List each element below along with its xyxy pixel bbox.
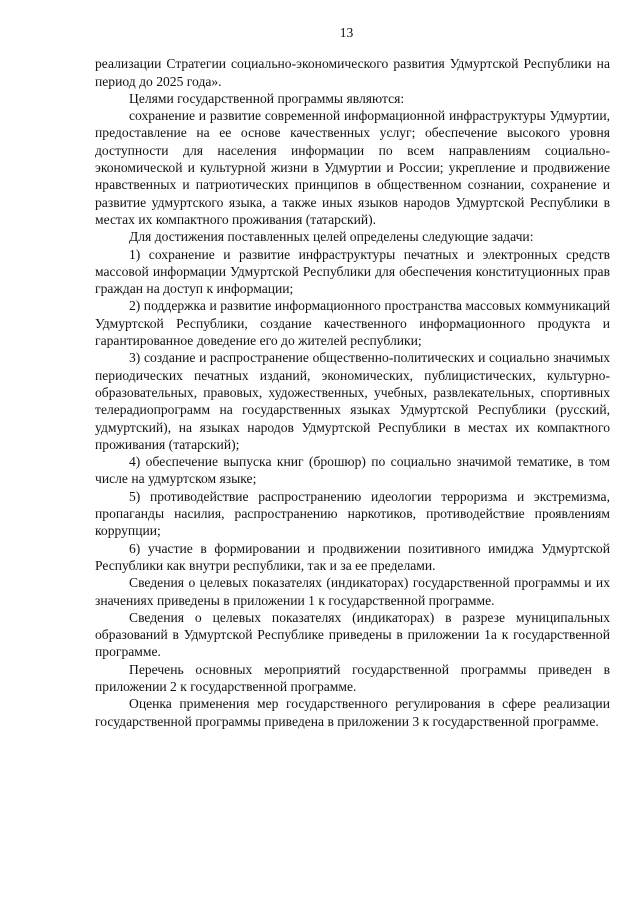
paragraph-goals-heading: Целями государственной программы являются:	[129, 90, 405, 106]
paragraph-task-3: 3) создание и распространение общественно-политических и социально значимых периодических печатных изданий, экономических, публицистических, культурно-образовательных, правовых, художественных, учебных, развлекательных, спортивных телерадиопрограмм на государственных языках Удмуртской Республики (русский, удмуртский), на языках народов Удмуртской Республики в местах их компактного проживания (татарский);	[95, 350, 610, 452]
paragraph-goals: сохранение и развитие современной информационной инфраструктуры Удмуртии, предоставление на ее основе качественных услуг; обеспечение высокого уровня доступности для населения информации по всем направлениям социально-экономической и культурной жизни в Удмуртии и России; укрепление и продвижение нравственных и патриотических принципов в общественном сознании, сохранение и развитие удмуртского языка, а также иных языков народов Удмуртской Республики в местах их компактного проживания (татарский).	[95, 108, 610, 227]
paragraph-activities-appendix-2: Перечень основных мероприятий государственной программы приведен в приложении 2 к государственной программе.	[95, 661, 610, 694]
paragraph-task-5: 5) противодействие распространению идеологии терроризма и экстремизма, пропаганды насилия, распространению наркотиков, противодействие проявлениям коррупции;	[95, 488, 610, 539]
paragraph-indicators-appendix-1: Сведения о целевых показателях (индикаторах) государственной программы и их значениях приведены в приложении 1 к государственной программе.	[95, 575, 610, 608]
paragraph-task-2: 2) поддержка и развитие информационного пространства массовых коммуникаций Удмуртской Республики, создание качественного информационного продукта и гарантированное доведение его до жителей республики;	[95, 298, 610, 349]
page-number: 13	[339, 25, 354, 40]
paragraph-indicators-appendix-1a: Сведения о целевых показателях (индикаторах) в разрезе муниципальных образований в Удмуртской Республике приведены в приложении 1а к государственной программе.	[95, 609, 610, 660]
paragraph-task-1: 1) сохранение и развитие инфраструктуры печатных и электронных средств массовой информации Удмуртской Республики для обеспечения конституционных прав граждан на доступ к информации;	[95, 246, 610, 297]
paragraph-task-4: 4) обеспечение выпуска книг (брошюр) по социально значимой тематике, в том числе на удмуртском языке;	[95, 454, 610, 487]
paragraph-strategy-continuation: реализации Стратегии социально-экономического развития Удмуртской Республики на период до 2025 года».	[95, 56, 610, 89]
paragraph-task-6: 6) участие в формировании и продвижении позитивного имиджа Удмуртской Республики как внутри республики, так и за ее пределами.	[95, 540, 610, 573]
paragraph-tasks-heading: Для достижения поставленных целей определены следующие задачи:	[129, 229, 534, 245]
paragraph-regulation-appendix-3: Оценка применения мер государственного регулирования в сфере реализации государственной программы приведена в приложении 3 к государственной программе.	[95, 696, 610, 729]
